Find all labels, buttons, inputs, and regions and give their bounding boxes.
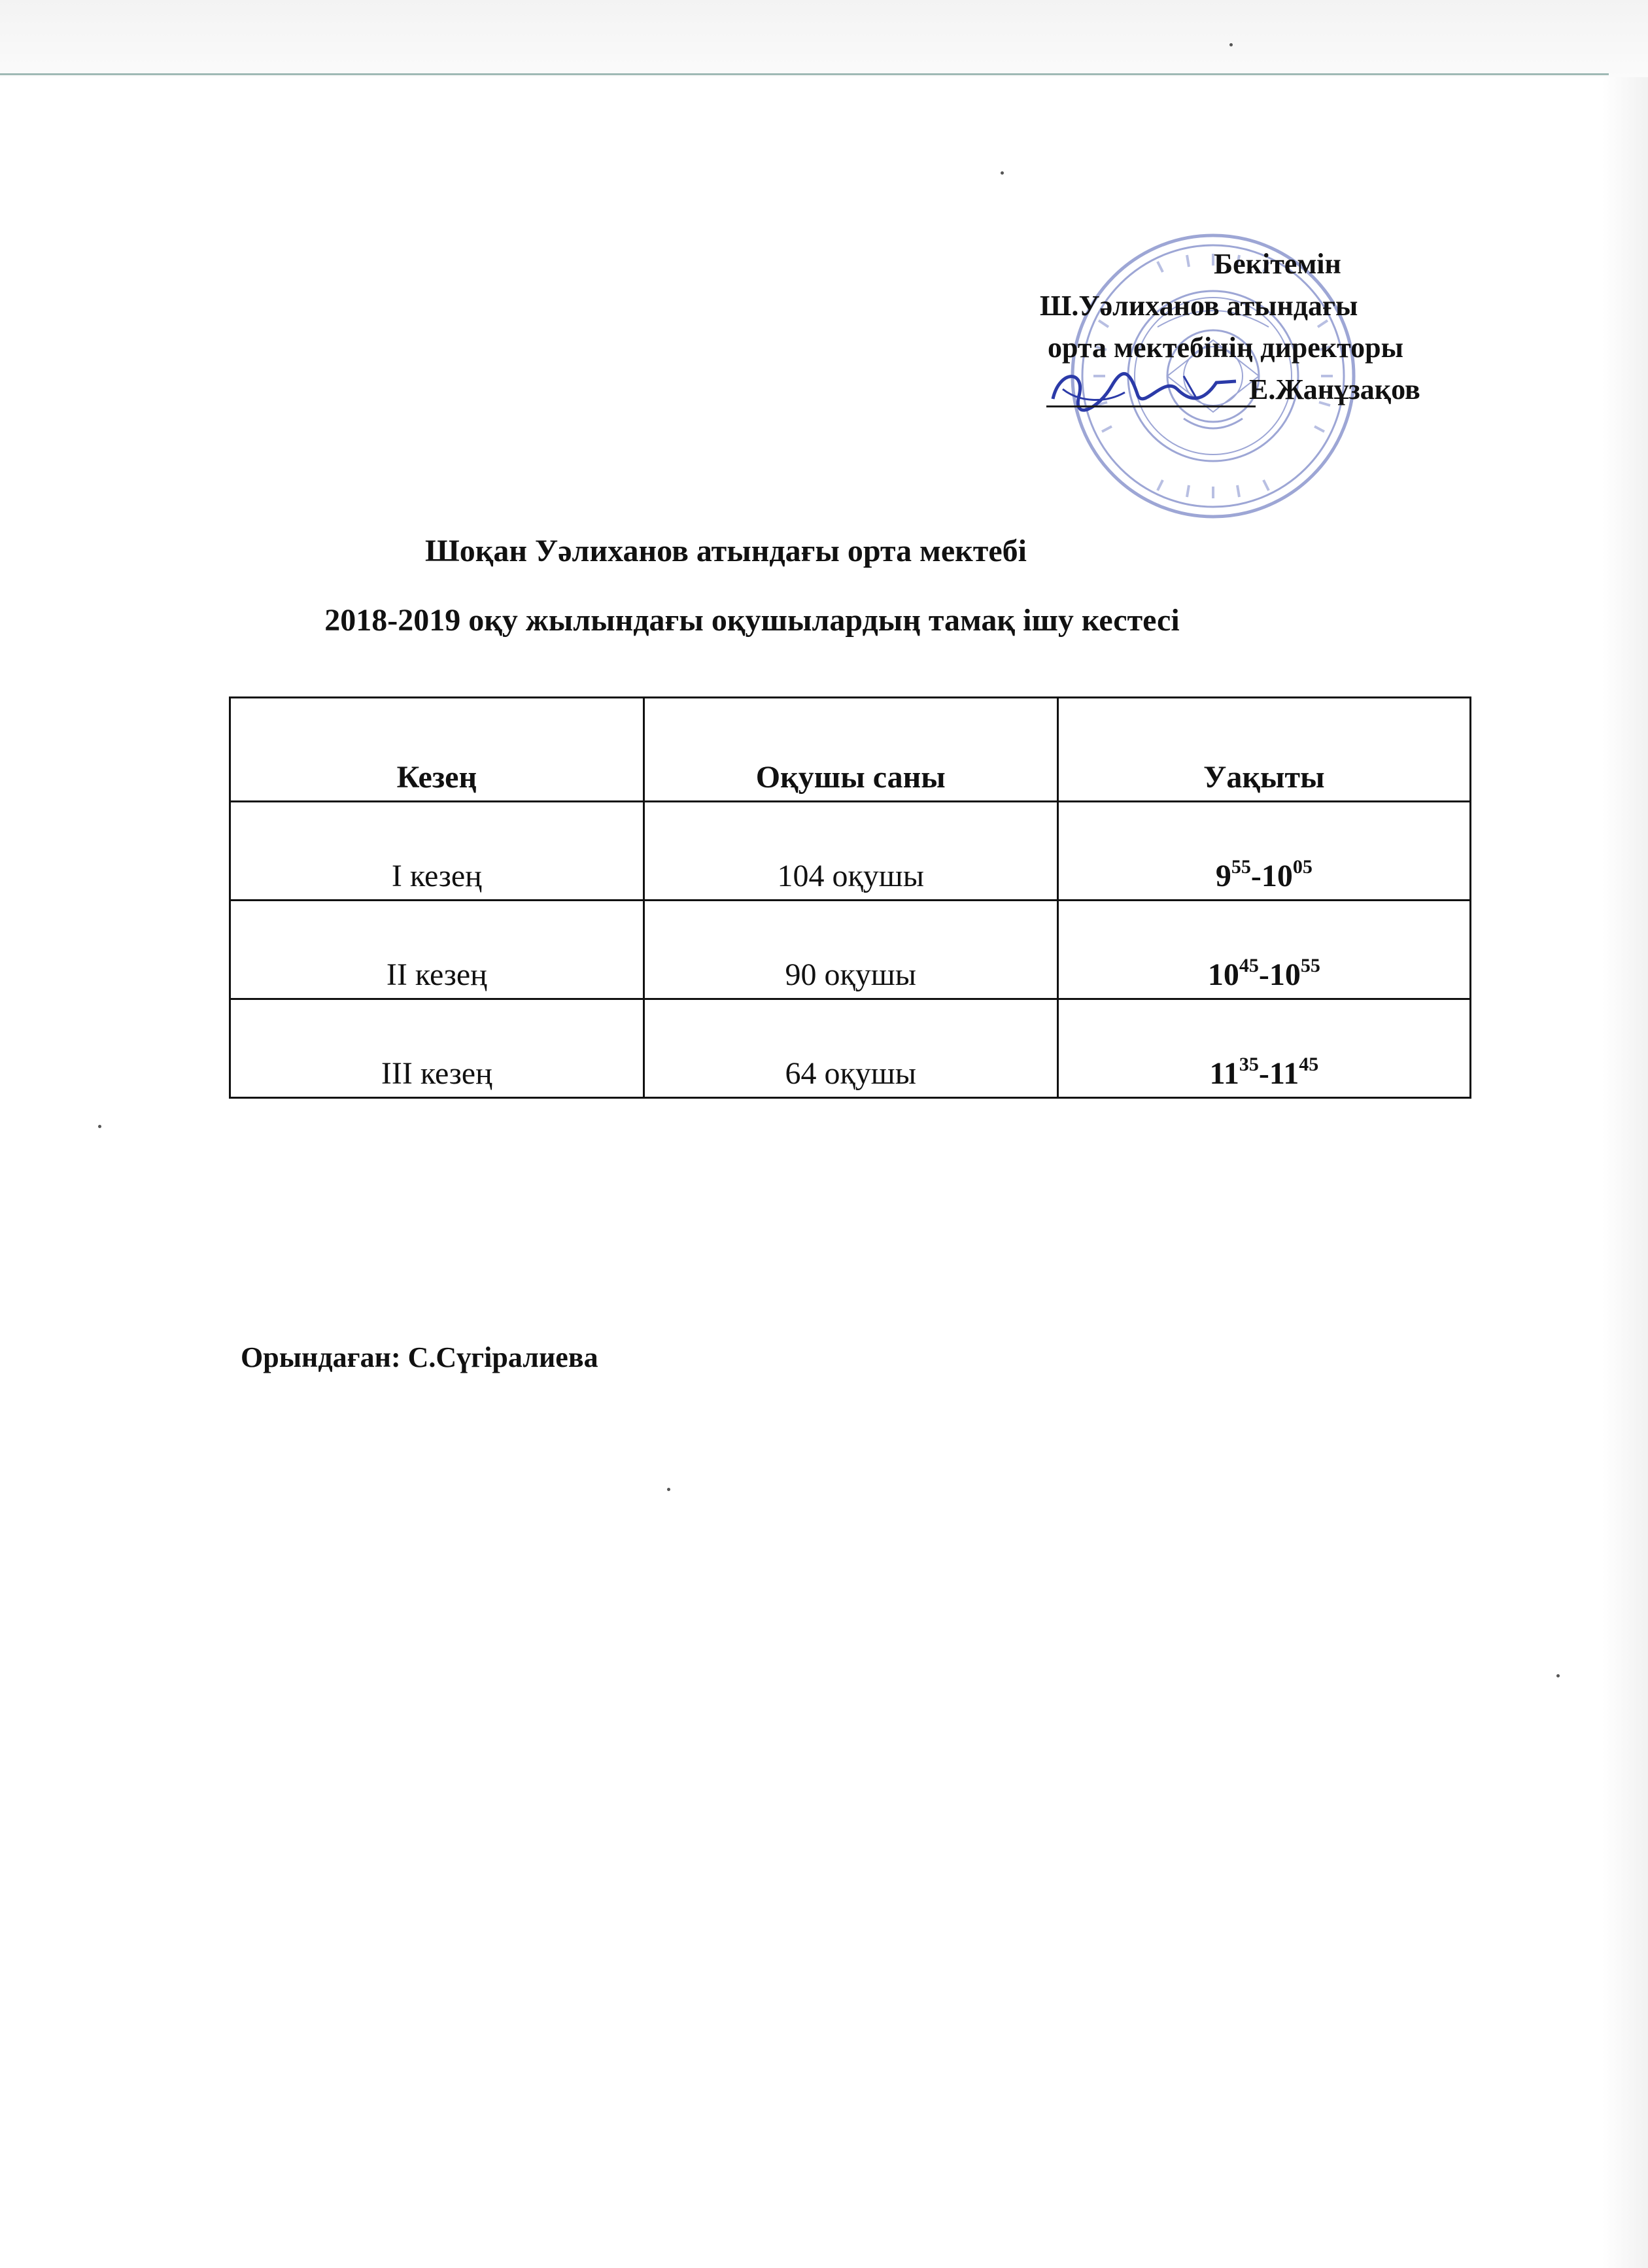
approval-label: Бекітемін: [1214, 248, 1341, 280]
period-cell: I кезең: [230, 802, 644, 901]
student-count-cell: 64 оқушы: [644, 999, 1057, 1098]
scan-border-right: [1602, 77, 1648, 2268]
table-row: [230, 901, 1471, 999]
approval-school: Ш.Уәлиханов атындағы: [1040, 290, 1358, 322]
scan-border-top: [0, 0, 1648, 77]
document-title-school: Шоқан Уәлиханов атындағы орта мектебі: [424, 534, 1027, 568]
period-cell: III кезең: [230, 999, 644, 1098]
table-header-row: [230, 698, 1471, 802]
meal-schedule-table: [229, 696, 1471, 1099]
time-cell: $10^{45}-10^{55}$: [1057, 901, 1470, 999]
header-student-count: Оқушы саны: [644, 698, 1057, 802]
scan-speck: [98, 1125, 101, 1128]
student-count-cell: 90 оқушы: [644, 901, 1057, 999]
time-cell: $11^{35}-11^{45}$: [1057, 999, 1470, 1098]
approval-director-name: Е.Жанұзақов: [1249, 373, 1420, 405]
scan-speck: [1556, 1674, 1560, 1677]
executor-signature-text: Орындаған: С.Сүгіралиева: [241, 1341, 598, 1373]
scan-speck: [667, 1488, 670, 1491]
approval-position: орта мектебінің директоры: [1048, 332, 1404, 364]
header-time: Уақыты: [1057, 698, 1470, 802]
table-row: [230, 999, 1471, 1098]
scan-speck: [1229, 43, 1233, 46]
document-title-schedule: 2018-2019 оқу жылындағы оқушылардың тамақ ішу кестесі: [324, 603, 1180, 638]
period-cell: II кезең: [230, 901, 644, 999]
student-count-cell: 104 оқушы: [644, 802, 1057, 901]
scan-speck: [1001, 171, 1004, 175]
table-row: [230, 802, 1471, 901]
header-period: Кезең: [230, 698, 644, 802]
time-cell: $9^{55}-10^{05}$: [1057, 802, 1470, 901]
approval-block: [1040, 243, 1458, 411]
scan-edge-line: [0, 73, 1609, 75]
